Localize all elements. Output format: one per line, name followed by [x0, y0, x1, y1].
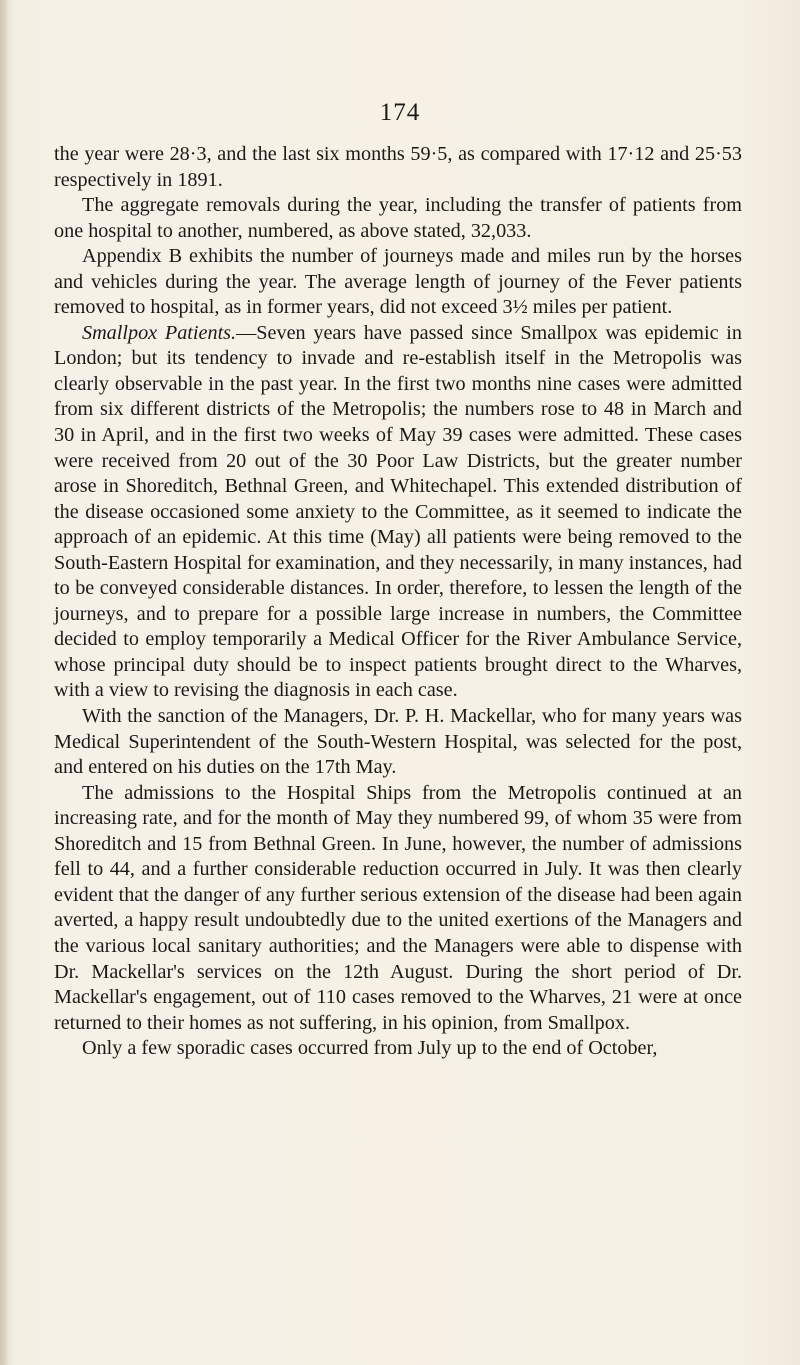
paragraph-text: Only a few sporadic cases occurred from July up to the end of October, [82, 1037, 658, 1060]
body-text [54, 142, 742, 1062]
section-heading: Smallpox Patients. [82, 321, 237, 344]
paragraph [54, 321, 742, 704]
paragraph-text: the year were 28·3, and the last six months 59·5, as compared with 17·12 and 25·53 respectively in 1891. [54, 143, 742, 191]
paragraph [54, 193, 742, 244]
paragraph [54, 781, 742, 1036]
paragraph-text: The admissions to the Hospital Ships from the Metropolis continued at an increasing rate, and for the month of May they numbered 99, of whom 35 were from Shoreditch and 15 from Bethnal Green. In June, however, the number of admissions fell to 44, and a further considerable reduction occurred in July. It was then clearly evident that the danger of any further serious extension of the disease had been again averted, a happy result undoubtedly due to the united exertions of the Managers and the various local sanitary authorities; and the Managers were able to dispense with Dr. Mackellar's services on the 12th August. During the short period of Dr. Mackellar's engagement, out of 110 cases removed to the Wharves, 21 were at once returned to their homes as not suffering, in his opinion, from Smallpox. [54, 781, 742, 1034]
paragraph [54, 1036, 742, 1062]
paragraph [54, 244, 742, 321]
paragraph [54, 142, 742, 193]
paragraph-text: The aggregate removals during the year, including the transfer of patients from one hospital to another, numbered, as above stated, 32,033. [54, 194, 742, 242]
paragraph-text: With the sanction of the Managers, Dr. P. H. Mackellar, who for many years was Medical Superintendent of the South-Western Hospital, was selected for the post, and entered on his duties on the 17th May. [54, 705, 742, 779]
binding-shadow [0, 0, 10, 1365]
paragraph-text: Appendix B exhibits the number of journeys made and miles run by the horses and vehicles during the year. The average length of journey of the Fever patients removed to hospital, as in former years, did not exceed 3½ miles per patient. [54, 245, 742, 319]
page-number: 174 [379, 99, 421, 126]
paragraph [54, 704, 742, 781]
paragraph-text: —Seven years have passed since Smallpox was epidemic in London; but its tendency to invade and re-establish itself in the Metropolis was clearly observable in the past year. In the first two months nine cases were admitted from six different districts of the Metropolis; the numbers rose to 48 in March and 30 in April, and in the first two weeks of May 39 cases were admitted. These cases were received from 20 out of the 30 Poor Law Districts, but the greater number arose in Shoreditch, Bethnal Green, and Whitechapel. This extended distribution of the disease occasioned some anxiety to the Committee, as it seemed to indicate the approach of an epidemic. At this time (May) all patients were being removed to the South-Eastern Hospital for examination, and they necessarily, in many instances, had to be conveyed considerable distances. In order, therefore, to lessen the length of the journeys, and to prepare for a possible large increase in numbers, the Committee decided to employ temporarily a Medical Officer for the River Ambulance Service, whose principal duty should be to inspect patients brought direct to the Wharves, with a view to revising the diagnosis in each case. [54, 321, 743, 702]
